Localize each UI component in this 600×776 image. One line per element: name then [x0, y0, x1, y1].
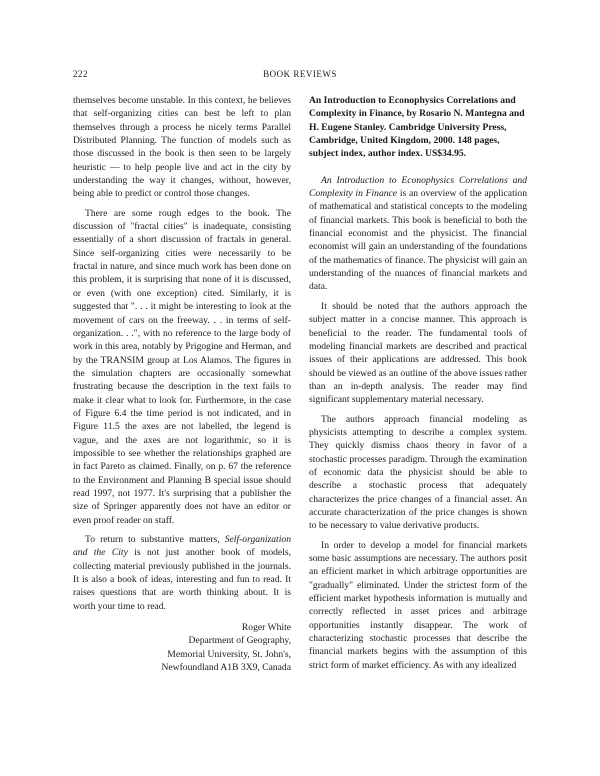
- left-column: [73, 94, 291, 674]
- page-number: 222: [73, 69, 88, 79]
- left-paragraph-2: There are some rough edges to the book. The discussion of "fractal cities" is inadequate, consisting essentially of a short discussion of fractals in general. Since self-organizing cities were necessarily to be fractal in nature, and since much work has been done on this problem, it is surprising that none of it is discussed, or even (with one exception) cited. Similarly, it is suggested that ". . . it might be interesting to look at the movement of cars on the freeway. . . in terms of self-organization. . .", with no reference to the large body of work in this area, notably by Prigogine and Herman, and by the TRANSIM group at Los Alamos. The figures in the simulation chapters are occasionally somewhat frustrating because the description in the text fails to make it clear what to look for. Furthermore, in the case of Figure 6.4 the time period is not indicated, and in Figure 11.5 the axes are not labelled, the legend is vague, and the axes are not logarithmic, so it is impossible to see whether the relationships graphed are in fact Pareto as claimed. Finally, on p. 67 the reference to the Environment and Planning B special issue should read 1997, not 1977. It's surprising that a publisher the size of Springer apparently does not have an editor or even proof reader on staff.: [73, 207, 291, 526]
- left-paragraph-3-rest: is not just another book of models, collecting material previously published in the journals. It is also a book of ideas, interesting and fun to read. It raises questions that are worth thinking about. It is worth your time to read.: [73, 547, 291, 612]
- left-paragraph-3-lead: To return to substantive matters,: [85, 534, 225, 545]
- right-paragraph-1-rest: is an overview of the application of mathematical and statistical concepts to the modeling of financial markets. This book is beneficial to both the financial economist and the physicist. The financial economist will gain an understanding of the foundations of the mathematics of finance. The physicist will gain an understanding of the nuances of financial markets and data.: [309, 188, 527, 293]
- reviewer-name: Roger White: [241, 622, 291, 634]
- right-paragraph-3: The authors approach financial modeling as physicists attempting to describe a complex system. They quickly dismiss chaos theory in favor of a stochastic processes paradigm. Through the examination of economic data the physicist should be able to describe a stochastic process that adequately characterizes the price changes of a financial asset. An accurate characterization of the price changes is shown to be necessary to value derivative products.: [309, 413, 527, 532]
- left-paragraph-1: themselves become unstable. In this context, he believes that self-organizing cities can best be left to plan themselves through a process he nicely terms Parallel Distributed Planning. The function of models such as those discussed in the book is then seen to be largely heuristic — to help people live and act in the city by understanding the way it changes, without, however, being able to predict or control those changes.: [73, 95, 291, 200]
- reviewer-signature: [73, 621, 291, 674]
- reviewer-affiliation-2: Memorial University, St. John's,: [167, 648, 291, 660]
- book-entry: An Introduction to Econophysics Correlations and Complexity in Finance, by Rosario N. Mantegna and H. Eugene Stanley. Cambridge University Press, Cambridge, United Kingdom, 2000. 148 pages, subject index, author index. US$34.95.: [309, 95, 525, 160]
- running-title: BOOK REVIEWS: [263, 69, 337, 79]
- right-paragraph-4: In order to develop a model for financial markets some basic assumptions are necessary. The authors posit an efficient market in which arbitrage opportunities are "gradually" eliminated. Under the strictest form of the efficient market hypothesis information is mutually and correctly reflected in asset prices and arbitrage opportunities instantly disappear. The work of characterizing stochastic processes that describe the financial markets begins with the assumption of this strict form of market efficiency. As with any idealized: [309, 539, 527, 671]
- right-column: [309, 94, 527, 672]
- right-paragraph-1-book-title: An Introduction to Econophysics Correlations and Complexity in Finance: [309, 174, 527, 200]
- left-paragraph-3: [73, 533, 291, 613]
- reviewer-affiliation-3: Newfoundland A1B 3X9, Canada: [161, 662, 291, 674]
- right-paragraph-1: [309, 174, 527, 294]
- reviewer-affiliation-1: Department of Geography,: [188, 635, 291, 647]
- right-paragraph-2: It should be noted that the authors approach the subject matter in a concise manner. This approach is beneficial to the reader. The fundamental tools of modeling financial markets are described and practical issues of their applications are addressed. This book should be viewed as an outline of the above issues rather than an in-depth analysis. The reader may find significant supplementary material necessary.: [309, 300, 527, 406]
- left-paragraph-3-book-title: Self-organization and the City: [73, 534, 291, 559]
